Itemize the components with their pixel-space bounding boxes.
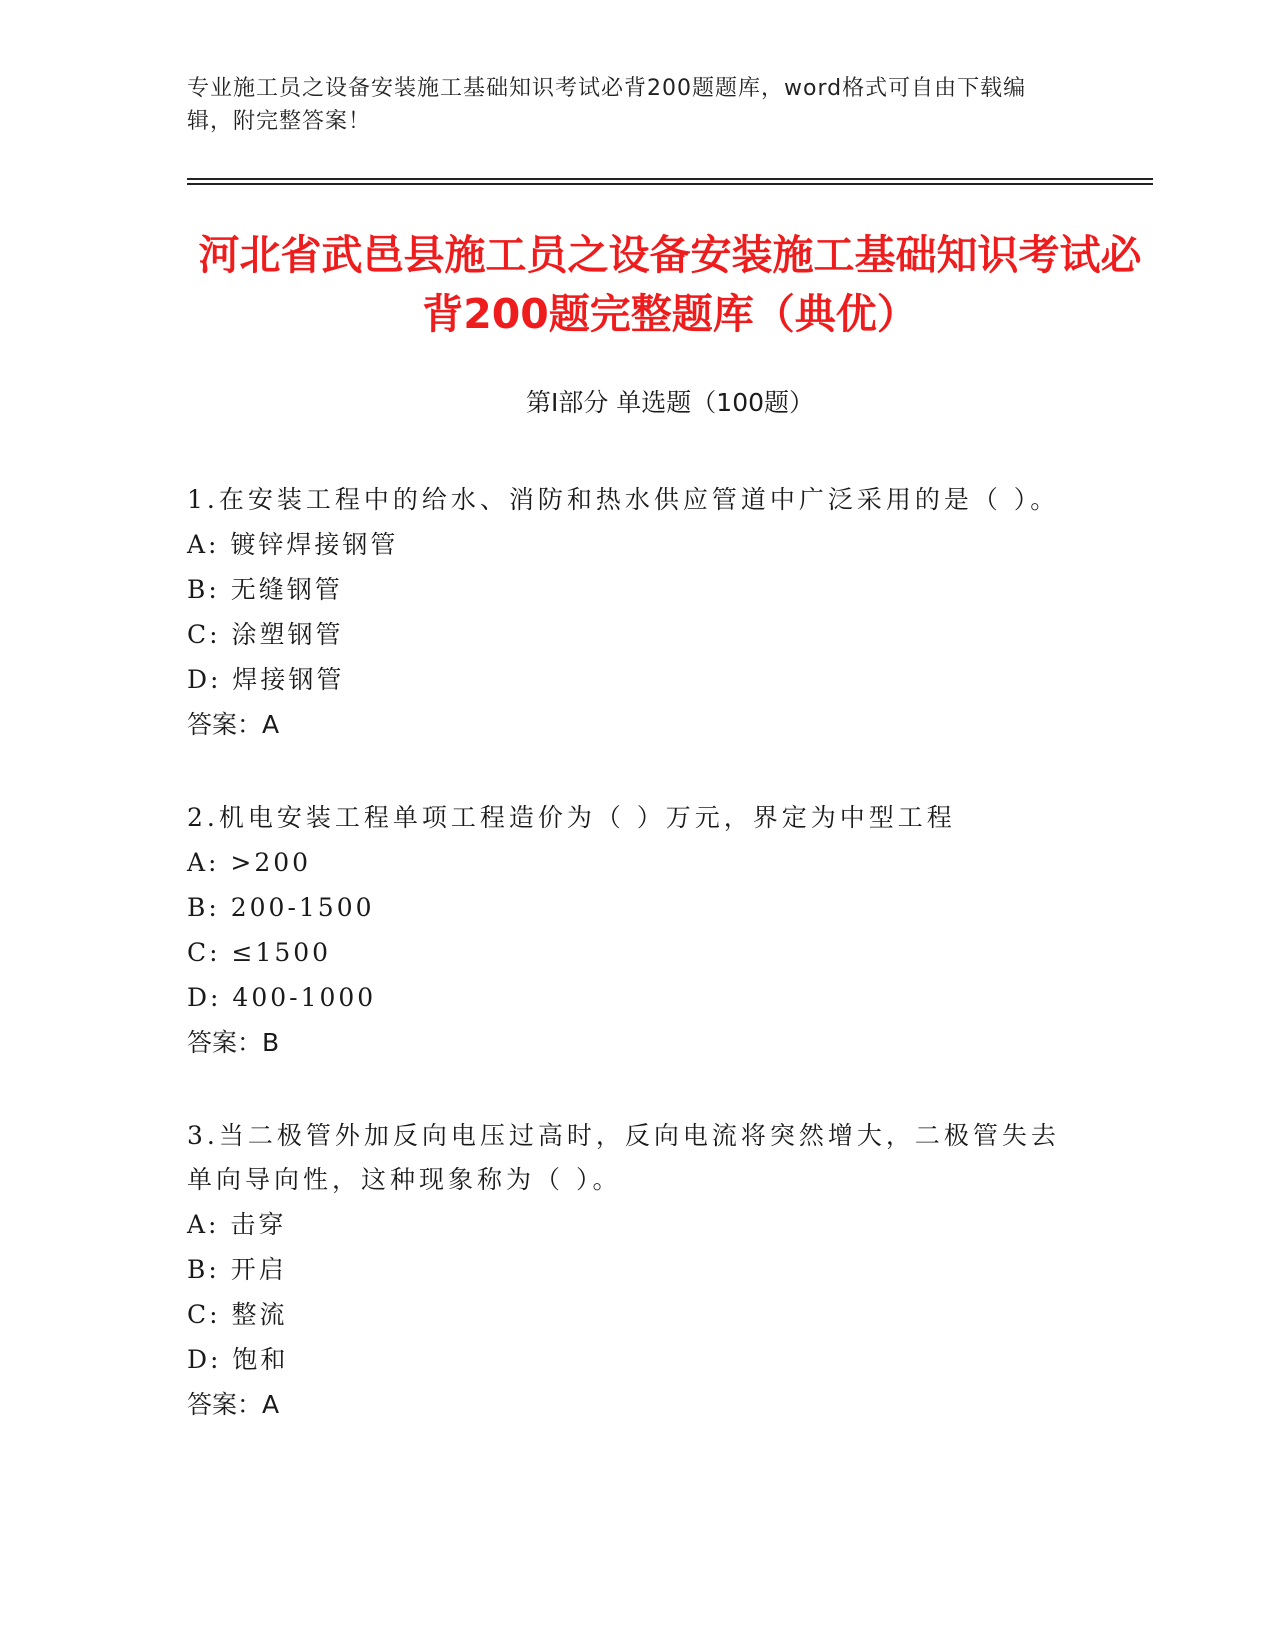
header-divider-top <box>187 178 1153 180</box>
section-title: 第I部分 单选题（100题） <box>525 388 815 417</box>
question-block <box>187 478 1087 748</box>
answer: 答案：B <box>187 1028 280 1057</box>
question-text: 2.机电安装工程单项工程造价为（ ）万元，界定为中型工程 <box>187 803 956 832</box>
option-b: B: 200-1500 <box>187 893 375 922</box>
option-d: D: 400-1000 <box>187 983 377 1012</box>
option-c: C: ≤1500 <box>187 938 332 967</box>
answer: 答案：A <box>187 1390 280 1419</box>
option-c: C: 整流 <box>187 1300 288 1329</box>
header-divider-bottom <box>187 183 1153 185</box>
answer: 答案：A <box>187 710 280 739</box>
question-text: 1.在安装工程中的给水、消防和热水供应管道中广泛采用的是（ ）。 <box>187 485 1060 514</box>
option-a: A: 镀锌焊接钢管 <box>187 530 399 559</box>
question-text: 3.当二极管外加反向电压过高时，反向电流将突然增大，二极管失去单向导向性，这种现象称为（ ）。 <box>187 1121 1060 1194</box>
option-b: B: 开启 <box>187 1255 287 1284</box>
question-block <box>187 1114 1087 1428</box>
question-block <box>187 796 1087 1066</box>
header-note: 专业施工员之设备安装施工基础知识考试必背200题题库，word格式可自由下载编辑，附完整答案！ <box>187 76 1027 134</box>
option-d: D: 饱和 <box>187 1345 289 1374</box>
option-a: A: >200 <box>187 848 312 877</box>
document-title: 河北省武邑县施工员之设备安装施工基础知识考试必背200题完整题库（典优） <box>198 231 1142 338</box>
option-b: B: 无缝钢管 <box>187 575 343 604</box>
option-c: C: 涂塑钢管 <box>187 620 344 649</box>
option-d: D: 焊接钢管 <box>187 665 345 694</box>
option-a: A: 击穿 <box>187 1210 287 1239</box>
